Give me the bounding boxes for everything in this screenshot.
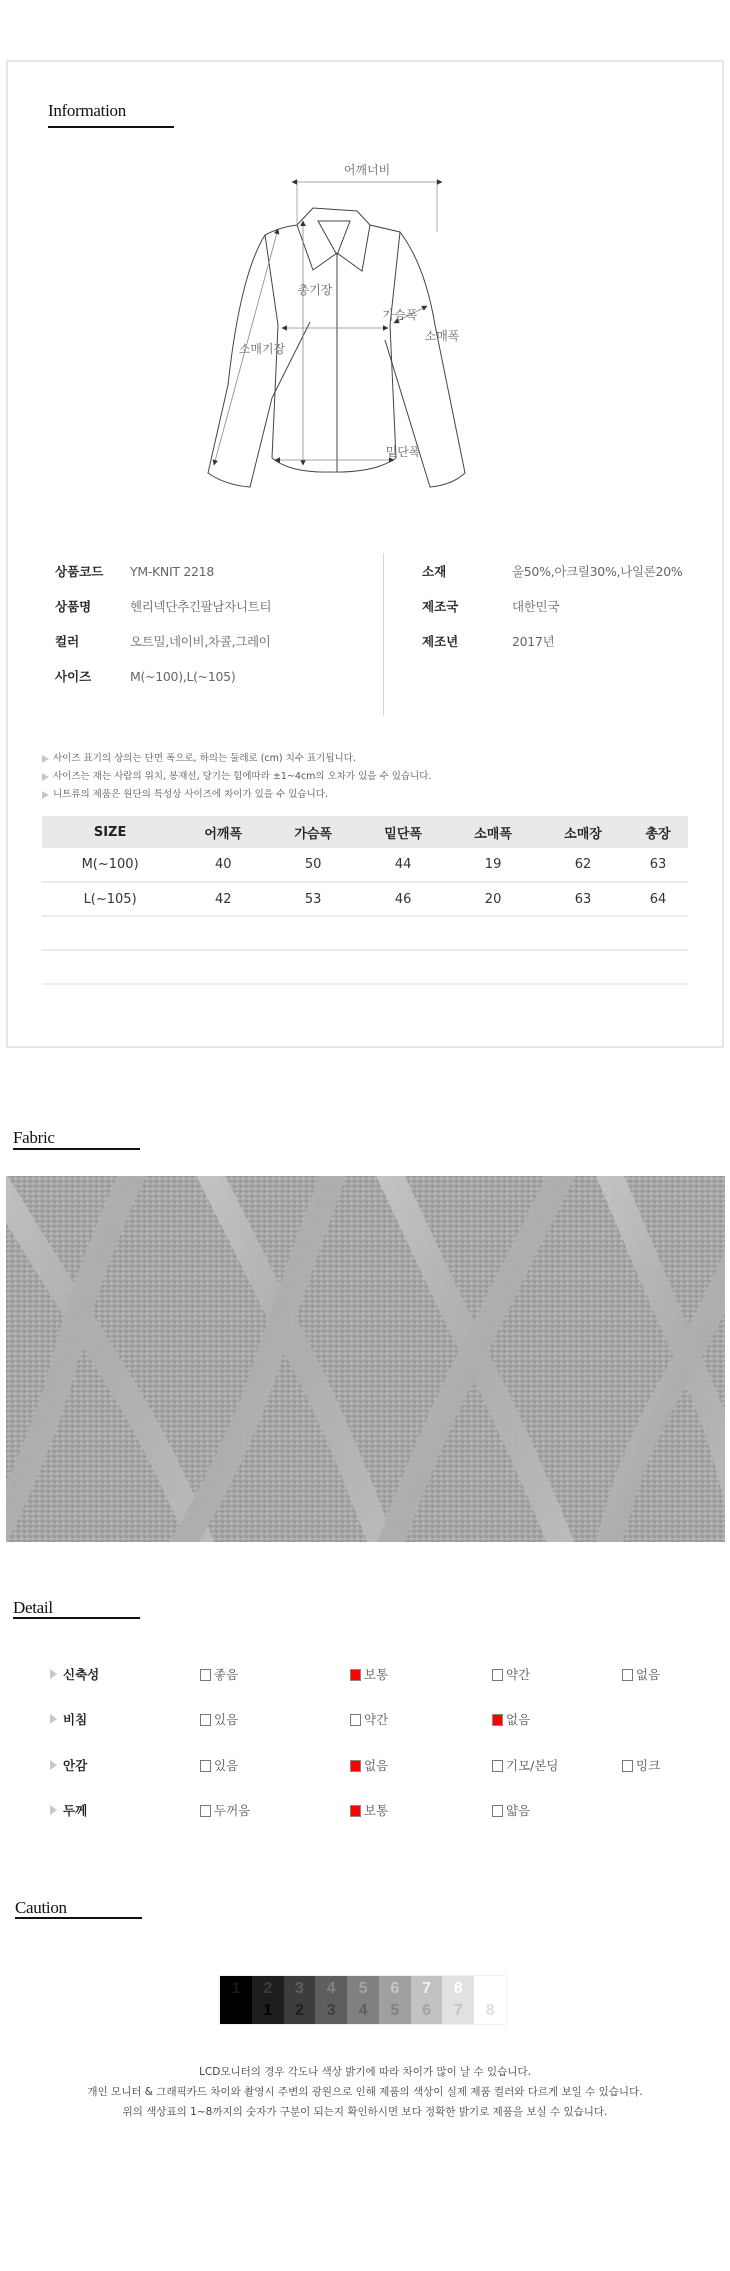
swatch-number-bottom: 7 — [453, 2002, 463, 2019]
table-row-empty — [42, 950, 688, 984]
header-cell: 가슴폭 — [268, 816, 358, 848]
chest-label: 가슴폭 — [382, 308, 418, 322]
detail-option[interactable] — [492, 1756, 559, 1774]
table-cell: 62 — [538, 848, 628, 882]
caution-line: 위의 색상표의 1~8까지의 숫자가 구분이 되는지 확인하시면 보다 정확한 밝기로 제품을 보실 수 있습니다. — [122, 2106, 608, 2118]
sleeve-length-label: 소매기장 — [238, 342, 286, 356]
shoulder-label: 어깨너비 — [343, 163, 391, 177]
fabric-title: Fabric — [13, 1128, 55, 1147]
spec-value: 오트밀,네이비,차콜,그레이 — [130, 634, 271, 649]
detail-option[interactable] — [492, 1710, 530, 1728]
triangle-bullet-icon — [50, 1760, 57, 1770]
spec-key: 제조국 — [422, 599, 459, 614]
triangle-bullet-icon — [42, 773, 49, 781]
brightness-swatch — [284, 1976, 316, 2024]
swatch-number-bottom: 3 — [326, 2002, 336, 2019]
checkbox-icon[interactable] — [200, 1805, 211, 1817]
swatch-number-bottom: 4 — [358, 2002, 368, 2019]
detail-option[interactable] — [200, 1710, 238, 1728]
spec-divider — [383, 553, 384, 716]
detail-row — [0, 1755, 730, 1775]
note-text: 사이즈는 재는 사람의 위치, 봉재선, 당기는 힘에따라 ±1~4cm의 오차가 있을 수 있습니다. — [53, 771, 432, 782]
brightness-swatch — [379, 1976, 411, 2024]
spec-key: 컬러 — [55, 634, 80, 649]
brightness-swatch — [347, 1976, 379, 2024]
caution-title: Caution — [15, 1898, 67, 1917]
table-cell: 53 — [268, 882, 358, 916]
header-cell: 어깨폭 — [178, 816, 268, 848]
swatch-number-top: 4 — [326, 1980, 336, 1997]
header-cell: 총장 — [628, 816, 688, 848]
table-cell: 63 — [628, 848, 688, 882]
detail-option[interactable] — [350, 1756, 388, 1774]
detail-option-label: 좋음 — [214, 1667, 239, 1682]
detail-option[interactable] — [200, 1756, 238, 1774]
detail-label: 비침 — [63, 1712, 88, 1727]
spec-value: YM-KNIT 2218 — [130, 564, 214, 579]
detail-option-label: 없음 — [364, 1758, 389, 1773]
checkbox-icon[interactable] — [492, 1669, 503, 1681]
hem-label: 밑단폭 — [385, 445, 421, 459]
spec-value: 대한민국 — [512, 599, 560, 614]
checked-box-icon[interactable] — [350, 1805, 361, 1817]
table-cell: L(~105) — [42, 882, 178, 916]
swatch-number-top: 1 — [231, 1980, 241, 1997]
checked-box-icon[interactable] — [350, 1760, 361, 1772]
table-cell: 46 — [358, 882, 448, 916]
detail-option[interactable] — [350, 1665, 388, 1683]
checked-box-icon[interactable] — [350, 1669, 361, 1681]
detail-option[interactable] — [492, 1801, 530, 1819]
caution-title-underline — [15, 1917, 142, 1919]
sleeve-width-label: 소매폭 — [424, 329, 460, 343]
spec-value: 헨리넥단추긴팔남자니트티 — [130, 599, 272, 614]
detail-option-label: 밍크 — [636, 1758, 661, 1773]
swatch-number-top: 2 — [263, 1980, 273, 1997]
detail-option-label: 있음 — [214, 1758, 239, 1773]
detail-option[interactable] — [350, 1710, 388, 1728]
table-cell: 50 — [268, 848, 358, 882]
spec-key: 사이즈 — [55, 669, 92, 684]
checkbox-icon[interactable] — [350, 1714, 361, 1726]
spec-value: M(~100),L(~105) — [130, 669, 236, 684]
size-measurement-diagram — [200, 155, 530, 495]
header-cell: 소매폭 — [448, 816, 538, 848]
spec-value: 울50%,아크릴30%,나일론20% — [512, 564, 683, 579]
detail-title: Detail — [13, 1598, 53, 1617]
swatch-number-top: 3 — [295, 1980, 304, 1997]
detail-option[interactable] — [622, 1665, 660, 1683]
size-notes — [42, 750, 431, 804]
detail-option-label: 약간 — [506, 1667, 531, 1682]
table-cell: 20 — [448, 882, 538, 916]
size-table — [42, 816, 688, 985]
header-cell: 소매장 — [538, 816, 628, 848]
table-cell: 64 — [628, 882, 688, 916]
brightness-swatch — [252, 1976, 284, 2024]
note-text: 니트류의 제품은 원단의 특성상 사이즈에 차이가 있을 수 있습니다. — [53, 789, 328, 800]
checkbox-icon[interactable] — [492, 1760, 503, 1772]
table-row-empty — [42, 916, 688, 950]
detail-row — [0, 1664, 730, 1684]
detail-option-label: 얇음 — [506, 1803, 531, 1818]
brightness-swatch — [442, 1976, 474, 2024]
information-title-underline — [48, 126, 174, 128]
brightness-swatch — [411, 1976, 443, 2024]
size-note — [42, 786, 431, 804]
measurement-arrows — [214, 182, 442, 465]
swatch-number-top: 5 — [358, 1980, 368, 1997]
table-row — [42, 882, 688, 916]
spec-key: 제조년 — [422, 634, 459, 649]
fabric-closeup-image — [6, 1176, 725, 1542]
detail-option[interactable] — [200, 1665, 238, 1683]
swatch-number-top: 6 — [390, 1980, 400, 1997]
detail-label: 안감 — [63, 1758, 88, 1773]
size-table-header — [42, 816, 688, 848]
detail-title-underline — [13, 1617, 140, 1619]
triangle-bullet-icon — [42, 791, 49, 799]
checkbox-icon[interactable] — [200, 1714, 211, 1726]
swatch-number-bottom: 1 — [263, 2002, 273, 2019]
brightness-swatch — [474, 1976, 506, 2024]
detail-option-label: 약간 — [364, 1712, 389, 1727]
swatch-number-bottom: 6 — [422, 2002, 432, 2019]
spec-value: 2017년 — [512, 634, 555, 649]
checkbox-icon[interactable] — [622, 1760, 633, 1772]
spec-key: 소재 — [422, 564, 447, 579]
triangle-bullet-icon — [50, 1714, 57, 1724]
triangle-bullet-icon — [50, 1805, 57, 1815]
detail-option-label: 없음 — [506, 1712, 531, 1727]
checkbox-icon[interactable] — [622, 1669, 633, 1681]
measurement-lines — [297, 180, 437, 232]
swatch-number-bottom: 8 — [485, 2002, 495, 2019]
spec-key: 상품코드 — [55, 564, 104, 579]
fabric-title-underline — [13, 1148, 140, 1150]
brightness-swatch — [220, 1976, 252, 2024]
caution-line: 개인 모니터 & 그래픽카드 차이와 촬영시 주변의 광원으로 인해 제품의 색상이 실제 제품 컬러와 다르게 보일 수 있습니다. — [87, 2086, 643, 2098]
table-cell: 63 — [538, 882, 628, 916]
checkbox-icon[interactable] — [492, 1805, 503, 1817]
brightness-swatch — [315, 1976, 347, 2024]
detail-label: 신축성 — [63, 1667, 100, 1682]
detail-option[interactable] — [200, 1801, 250, 1819]
detail-row — [0, 1800, 730, 1820]
table-cell: 19 — [448, 848, 538, 882]
detail-option[interactable] — [350, 1801, 388, 1819]
caution-line: LCD모니터의 경우 각도나 색상 밝기에 따라 차이가 많이 날 수 있습니다. — [199, 2066, 531, 2078]
total-length-label: 총기장 — [297, 283, 333, 297]
detail-option[interactable] — [492, 1665, 530, 1683]
detail-option-label: 기모/본딩 — [506, 1758, 559, 1773]
spec-key: 상품명 — [55, 599, 92, 614]
information-title: Information — [48, 101, 126, 120]
swatch-number-bottom: 2 — [295, 2002, 304, 2019]
caution-text — [0, 2062, 730, 2122]
checked-box-icon[interactable] — [492, 1714, 503, 1726]
detail-option-label: 보통 — [364, 1667, 389, 1682]
header-cell: 밑단폭 — [358, 816, 448, 848]
detail-option-label: 보통 — [364, 1803, 389, 1818]
detail-option-label: 있음 — [214, 1712, 239, 1727]
size-note — [42, 750, 431, 768]
checkbox-icon[interactable] — [200, 1760, 211, 1772]
header-cell: SIZE — [42, 816, 178, 848]
detail-option-label: 두꺼움 — [214, 1803, 251, 1818]
note-text: 사이즈 표기의 상의는 단면 폭으로, 하의는 둘레로 (cm) 치수 표기됩니다. — [53, 753, 356, 764]
checkbox-icon[interactable] — [200, 1669, 211, 1681]
swatch-number-top: 8 — [453, 1980, 463, 1997]
detail-label: 두께 — [63, 1803, 88, 1818]
detail-row — [0, 1709, 730, 1729]
table-row — [42, 848, 688, 882]
table-cell: M(~100) — [42, 848, 178, 882]
table-cell: 44 — [358, 848, 448, 882]
table-cell: 42 — [178, 882, 268, 916]
size-note — [42, 768, 431, 786]
triangle-bullet-icon — [50, 1669, 57, 1679]
table-cell: 40 — [178, 848, 268, 882]
detail-option-label: 없음 — [636, 1667, 661, 1682]
detail-option[interactable] — [622, 1756, 660, 1774]
swatch-number-top: 7 — [422, 1980, 432, 1997]
swatch-number-bottom: 5 — [390, 2002, 400, 2019]
brightness-color-chart — [219, 1975, 507, 2025]
triangle-bullet-icon — [42, 755, 49, 763]
